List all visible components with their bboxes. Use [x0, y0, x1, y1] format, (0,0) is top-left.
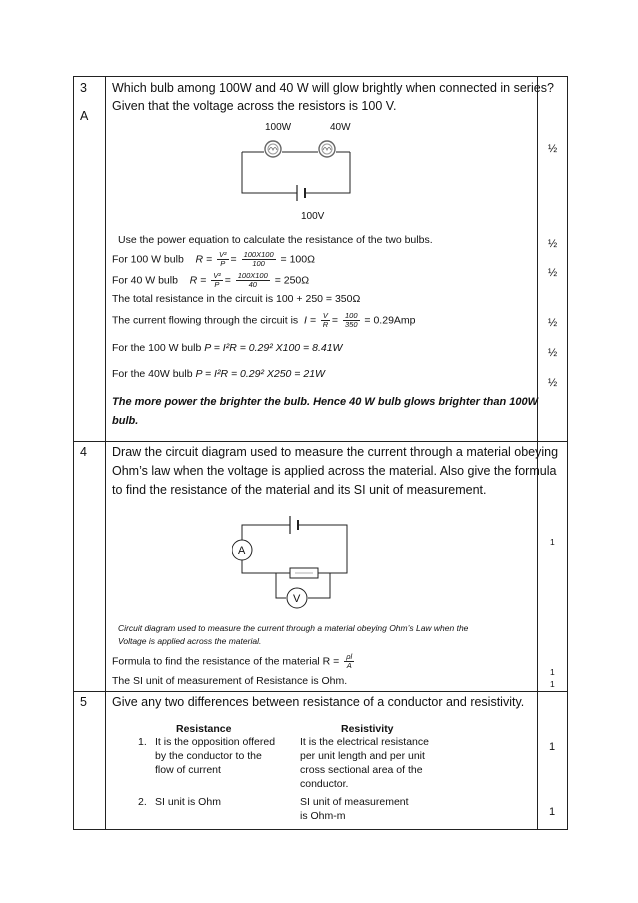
voltmeter-label: V — [293, 593, 301, 605]
denominator: 100 — [252, 259, 265, 268]
q4-formula — [112, 653, 356, 670]
result: = 100Ω — [280, 253, 315, 266]
q4-mark-2: 1 — [550, 667, 555, 677]
numerator: 100 — [344, 311, 358, 320]
column-divider-number — [105, 76, 106, 830]
q3-mark-6: ½ — [548, 377, 558, 389]
numerator: 100X100 — [243, 250, 274, 259]
bulb2-label: 40W — [330, 122, 351, 133]
q4-mark-3: 1 — [550, 679, 555, 689]
circuit-wire — [242, 152, 297, 193]
row-divider-4-5 — [73, 691, 567, 692]
q4-question-line1: Draw the circuit diagram used to measure the current through a material obeying — [112, 445, 559, 459]
p: P — [214, 280, 220, 289]
row2-resistivity-line1: SI unit of measurement — [300, 796, 409, 808]
q3-power-100w — [112, 343, 342, 355]
numerator: 100X100 — [237, 271, 268, 280]
row1-number: 1. — [138, 736, 147, 748]
label: For 40 W bulb — [112, 274, 178, 287]
r: R — [322, 320, 329, 329]
q4-number: 4 — [80, 445, 87, 459]
bulb-40w-icon — [319, 141, 335, 157]
q4-question-line2: Ohm’s law when the voltage is applied across the material. Also give the formula — [112, 464, 557, 478]
series-bulb-circuit-diagram — [230, 115, 380, 225]
q3-intro: Use the power equation to calculate the resistance of the two bulbs. — [118, 234, 433, 246]
q3-sub-label: A — [80, 109, 89, 123]
table-right-border — [567, 76, 568, 830]
q3-question-line2: Given that the voltage across the resistors is 100 V. — [112, 99, 397, 113]
main-loop-right — [298, 525, 347, 573]
row1-resistance-line3: flow of current — [155, 764, 221, 776]
table-top-border — [73, 76, 567, 77]
voltmeter-wire-left — [276, 573, 286, 598]
formula-label: Formula to find the resistance of the material R = — [112, 655, 340, 668]
label: The current flowing through the circuit is — [112, 314, 299, 327]
result: = 0.29Amp — [364, 314, 416, 327]
row1-resistivity-line2: per unit length and per unit — [300, 750, 425, 762]
q3-resistance-40w: For 40 W bulb R = $\frac{\text{V²}}{P}$ = $\frac{100X100}{40}$ = 250Ω — [112, 271, 310, 289]
denominator: 40 — [248, 280, 257, 289]
q4-si-unit: The SI unit of measurement of Resistance is Ohm. — [112, 675, 348, 687]
denominator: 350 — [344, 320, 358, 329]
q4-caption-line1: Circuit diagram used to measure the current through a material obeying Ohm’s Law when the — [118, 623, 469, 633]
expression: P = I²R = 0.29² X100 = 8.41W — [204, 342, 343, 354]
main-loop-left — [242, 525, 290, 540]
q3-number: 3 — [80, 81, 87, 95]
result: = 250Ω — [274, 274, 310, 287]
q3-current: The current flowing through the circuit is I = $\frac{V}{R}$ = $\frac{100}{350}$ = 0.29Amp — [112, 311, 416, 329]
resistivity-column-header: Resistivity — [341, 723, 394, 735]
q3-conclusion-line1: The more power the brighter the bulb. Hence 40 W bulb glows brighter than 100W — [112, 396, 538, 408]
expression: P = I²R = 0.29² X250 = 21W — [195, 368, 325, 380]
label: For the 40W bulb — [112, 368, 193, 380]
q3-conclusion-line2: bulb. — [112, 415, 139, 427]
q5-question: Give any two differences between resistance of a conductor and resistivity. — [112, 695, 525, 709]
row1-resistivity-line1: It is the electrical resistance — [300, 736, 429, 748]
circuit-wire-right — [305, 152, 350, 193]
q5-number: 5 — [80, 695, 87, 709]
row2-resistance: SI unit is Ohm — [155, 796, 221, 808]
q4-mark-1: 1 — [550, 537, 555, 547]
label: The total resistance in the circuit is — [112, 293, 274, 305]
symbol: I = — [304, 314, 316, 327]
table-bottom-border — [73, 829, 567, 830]
resistance-column-header: Resistance — [176, 723, 232, 735]
q5-mark-2: 1 — [549, 806, 556, 818]
symbol: R = — [195, 253, 213, 266]
numerator: ρl — [346, 652, 353, 661]
q4-caption-line2: Voltage is applied across the material. — [118, 636, 262, 646]
row1-resistance-line2: by the conductor to the — [155, 750, 262, 762]
q4-question-line3: to find the resistance of the material and its SI unit of measurement. — [112, 483, 487, 497]
symbol: R = — [189, 274, 207, 287]
expression: 100 + 250 = 350Ω — [276, 293, 361, 305]
ohms-law-circuit-diagram — [232, 505, 372, 615]
bulb-100w-icon — [265, 141, 281, 157]
q5-mark-1: 1 — [549, 741, 556, 753]
table-left-border — [73, 76, 74, 830]
main-loop-left-lower — [242, 560, 290, 573]
q3-mark-4: ½ — [548, 317, 558, 329]
p: P — [220, 259, 226, 268]
bulb1-label: 100W — [265, 122, 292, 133]
row2-number: 2. — [138, 796, 147, 808]
voltage-label: 100V — [301, 211, 325, 222]
row1-resistivity-line3: cross sectional area of the — [300, 764, 423, 776]
v2: V² — [213, 271, 221, 280]
ammeter-label: A — [238, 545, 246, 557]
q3-mark-5: ½ — [548, 347, 558, 359]
q3-total-resistance — [112, 294, 360, 306]
q3-mark-3: ½ — [548, 267, 558, 279]
q3-mark-2: ½ — [548, 238, 558, 250]
row1-resistivity-line4: conductor. — [300, 778, 349, 790]
v2: V² — [219, 250, 227, 259]
row2-resistivity-line2: is Ohm-m — [300, 810, 346, 822]
q3-mark-1: ½ — [548, 143, 558, 155]
label: For 100 W bulb — [112, 253, 184, 266]
row1-resistance-line1: It is the opposition offered — [155, 736, 276, 748]
q3-power-40w — [112, 369, 325, 381]
q3-question-line1: Which bulb among 100W and 40 W will glow brightly when connected in series? — [112, 81, 554, 95]
v: V — [322, 311, 328, 320]
denominator: A — [346, 661, 352, 670]
row-divider-3-4 — [73, 441, 567, 442]
q3-resistance-100w: For 100 W bulb R = $\frac{\text{V²}}{P}$ = $\frac{100X100}{100}$ = 100Ω — [112, 250, 315, 268]
label: For the 100 W bulb — [112, 342, 202, 354]
